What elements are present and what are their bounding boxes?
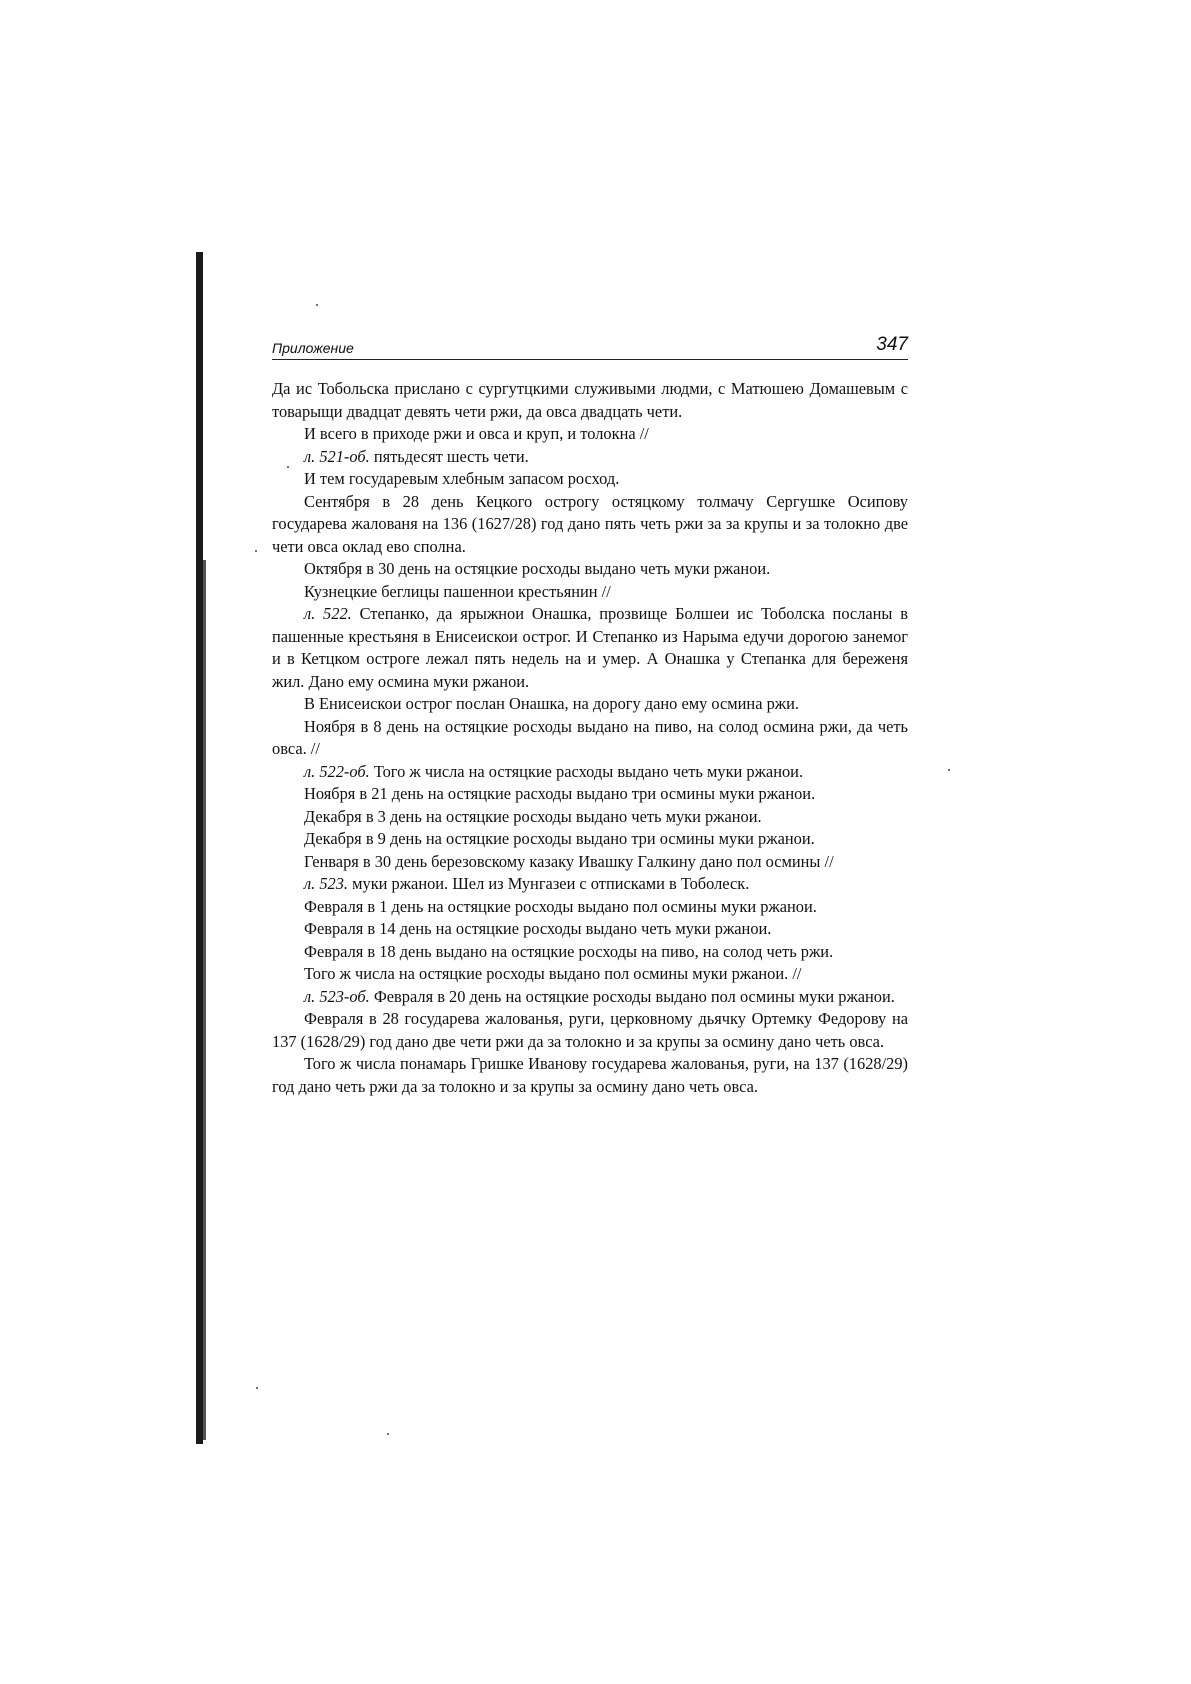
running-header: [272, 334, 908, 360]
scan-speck: [287, 466, 289, 468]
paragraph: [272, 761, 908, 784]
paragraph: [272, 806, 908, 829]
scan-speck: [316, 304, 318, 306]
paragraph-text: Степанко, да ярыжнои Онашка, прозвище Болшеи ис Тоболска посланы в пашенные крестьяня в Енисеискои острог. И Степанко из Нарыма едучи дорогою занемог и в Кетцком остроге лежал пять недель на и умер. А Онашка у Степанка для береженя жил. Дано ему осмина муки ржанои.: [272, 604, 908, 691]
paragraph-text: И тем государевым хлебным запасом росход.: [304, 469, 620, 488]
paragraph-text: Ноября в 21 день на остяцкие расходы выдано три осмины муки ржанои.: [304, 784, 816, 803]
paragraph-text: Февраля в 20 день на остяцкие росходы выдано пол осмины муки ржанои.: [369, 986, 895, 1006]
folio-reference: л. 523.: [304, 874, 349, 893]
document-page: [272, 334, 908, 1098]
scan-speck: [948, 769, 950, 771]
paragraph-text: Февраля в 28 государева жалованья, руги, церковному дьячку Ортемку Федорову на 137 (1628/29) год дано две чети ржи да за толокно и за крупы за осмину дано четь овса.: [272, 1009, 908, 1051]
paragraph: [272, 851, 908, 874]
paragraph-text: И всего в приходе ржи и овса и круп, и толокна //: [304, 424, 649, 443]
paragraph-text: Февраля в 18 день выдано на остяцкие росходы на пиво, на солод четь ржи.: [304, 941, 834, 961]
paragraph: [272, 716, 908, 761]
scan-binding-shadow: [196, 252, 203, 1444]
paragraph: [272, 468, 908, 491]
body-text: [272, 378, 908, 1098]
paragraph: [272, 446, 908, 469]
paragraph-text: Сентября в 28 день Кецкого острогу остяцкому толмачу Сергушке Осипову государева жалованя на 136 (1627/28) год дано пять четь ржи за за крупы и за толокно две чети овса оклад ево сполна.: [272, 491, 908, 556]
paragraph: [272, 1053, 908, 1098]
paragraph-text: Февраля в 14 день на остяцкие росходы выдано четь муки ржанои.: [304, 919, 772, 938]
paragraph-text: Февраля в 1 день на остяцкие росходы выдано пол осмины муки ржанои.: [304, 896, 817, 916]
paragraph: [272, 603, 908, 693]
paragraph: [272, 828, 908, 851]
paragraph: [272, 378, 908, 423]
paragraph: [272, 873, 908, 896]
paragraph: [272, 986, 908, 1009]
paragraph: [272, 558, 908, 581]
paragraph-text: Да ис Тобольска прислано с сургутцкими служивыми людми, с Матюшею Домашевым с товарыщи двадцат девять чети ржи, да овса двадцать чети.: [272, 379, 908, 421]
folio-reference: л. 521-об.: [304, 446, 370, 466]
paragraph: [272, 491, 908, 559]
folio-reference: л. 522.: [304, 604, 352, 623]
paragraph: [272, 1008, 908, 1053]
scan-speck: [387, 1433, 389, 1435]
paragraph: [272, 693, 908, 716]
paragraph: [272, 783, 908, 806]
paragraph-text: Декабря в 9 день на остяцкие росходы выдано три осмины муки ржанои.: [304, 829, 815, 848]
scan-speck: [256, 1387, 258, 1389]
paragraph-text: Генваря в 30 день березовскому казаку Ивашку Галкину дано пол осмины //: [304, 851, 834, 871]
paragraph-text: Того ж числа на остяцкие расходы выдано четь муки ржанои.: [369, 761, 804, 781]
paragraph: [272, 918, 908, 941]
paragraph: [272, 423, 908, 446]
page-number: 347: [876, 334, 908, 355]
paragraph: [272, 941, 908, 964]
paragraph-text: В Енисеискои острог послан Онашка, на дорогу дано ему осмина ржи.: [304, 694, 799, 713]
paragraph-text: Того ж числа понамарь Гришке Иванову государева жалованья, руги, на 137 (1628/29) год дано четь ржи да за толокно и за крупы за осмину дано четь овса.: [272, 1054, 908, 1096]
paragraph-text: Декабря в 3 день на остяцкие росходы выдано четь муки ржанои.: [304, 806, 762, 826]
folio-reference: л. 522-об.: [304, 761, 370, 781]
paragraph-text: муки ржанои. Шел из Мунгазеи с отписками в Тоболеск.: [348, 874, 750, 893]
paragraph-text: Кузнецкие беглицы пашеннои крестьянин //: [304, 581, 611, 601]
scan-binding-shadow-inner: [203, 560, 206, 1440]
paragraph: [272, 963, 908, 986]
paragraph-text: Того ж числа на остяцкие росходы выдано пол осмины муки ржанои. //: [304, 964, 802, 983]
paragraph: [272, 896, 908, 919]
paragraph: [272, 581, 908, 604]
paragraph-text: Октября в 30 день на остяцкие росходы выдано четь муки ржанои.: [304, 559, 771, 578]
section-title: Приложение: [272, 340, 354, 356]
scan-speck: [255, 550, 257, 552]
paragraph-text: Ноября в 8 день на остяцкие росходы выдано на пиво, на солод осмина ржи, да четь овса. //: [272, 716, 908, 758]
paragraph-text: пятьдесят шесть чети.: [369, 446, 529, 466]
folio-reference: л. 523-об.: [304, 986, 370, 1006]
